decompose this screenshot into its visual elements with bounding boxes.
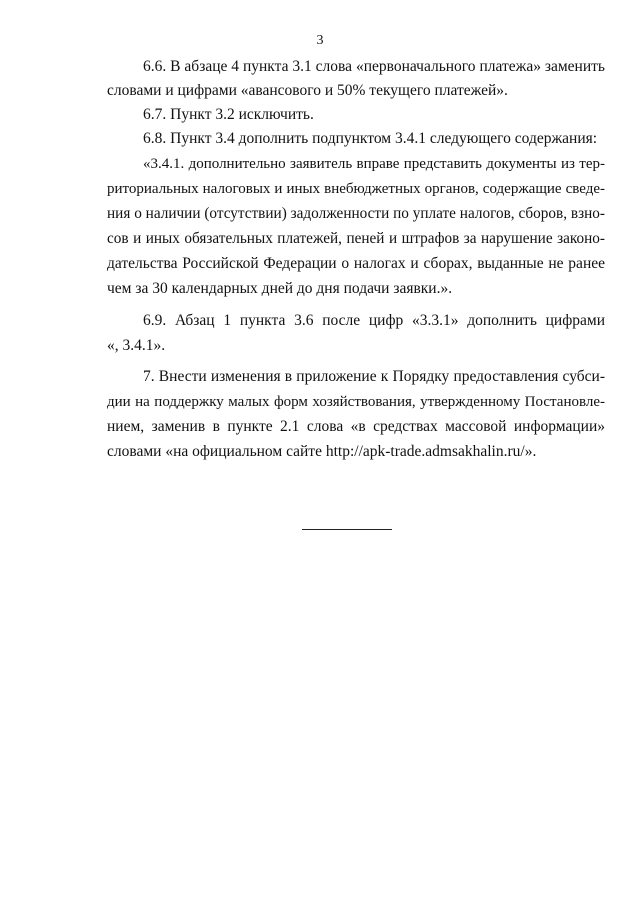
paragraph-6-9-line-1: 6.9. Абзац 1 пункта 3.6 после цифр «3.3.1» дополнить цифрами bbox=[143, 312, 605, 329]
paragraph-6-9-line-2: «, 3.4.1». bbox=[107, 337, 166, 354]
paragraph-7-line-4: словами «на официальном сайте http://apk-trade.admsakhalin.ru/». bbox=[107, 443, 537, 460]
paragraph-6-7-line-1: 6.7. Пункт 3.2 исключить. bbox=[143, 106, 314, 123]
paragraph-6-8-line-1: 6.8. Пункт 3.4 дополнить подпунктом 3.4.1 следующего содержания: bbox=[143, 130, 598, 147]
paragraph-7-line-2: дии на поддержку малых форм хозяйствования, утвержденному Постановле- bbox=[107, 394, 605, 410]
paragraph-7-line-1: 7. Внести изменения в приложение к Порядку предоставления субси- bbox=[143, 368, 605, 385]
page-number: 3 bbox=[316, 33, 324, 48]
paragraph-7-line-3: нием, заменив в пункте 2.1 слова «в средствах массовой информации» bbox=[107, 418, 605, 435]
paragraph-6-6-line-1: 6.6. В абзаце 4 пункта 3.1 слова «первоначального платежа» заменить bbox=[143, 58, 605, 75]
paragraph-3-4-1-line-4: сов и иных обязательных платежей, пеней и штрафов за нарушение законо- bbox=[107, 230, 605, 247]
paragraph-3-4-1-line-3: ния о наличии (отсутствии) задолженности по уплате налогов, сборов, взно- bbox=[107, 205, 605, 222]
closing-rule bbox=[302, 529, 392, 530]
paragraph-3-4-1-line-6: чем за 30 календарных дней до дня подачи заявки.». bbox=[107, 280, 453, 297]
paragraph-6-6-line-2: словами и цифрами «авансового и 50% текущего платежей». bbox=[107, 82, 508, 99]
paragraph-3-4-1-line-1: «3.4.1. дополнительно заявитель вправе представить документы из тер- bbox=[143, 156, 605, 172]
paragraph-3-4-1-line-2: риториальных налоговых и иных внебюджетных органов, содержащие сведе- bbox=[107, 181, 605, 197]
paragraph-3-4-1-line-5: дательства Российской Федерации о налогах и сборах, выданные не ранее bbox=[107, 255, 605, 272]
